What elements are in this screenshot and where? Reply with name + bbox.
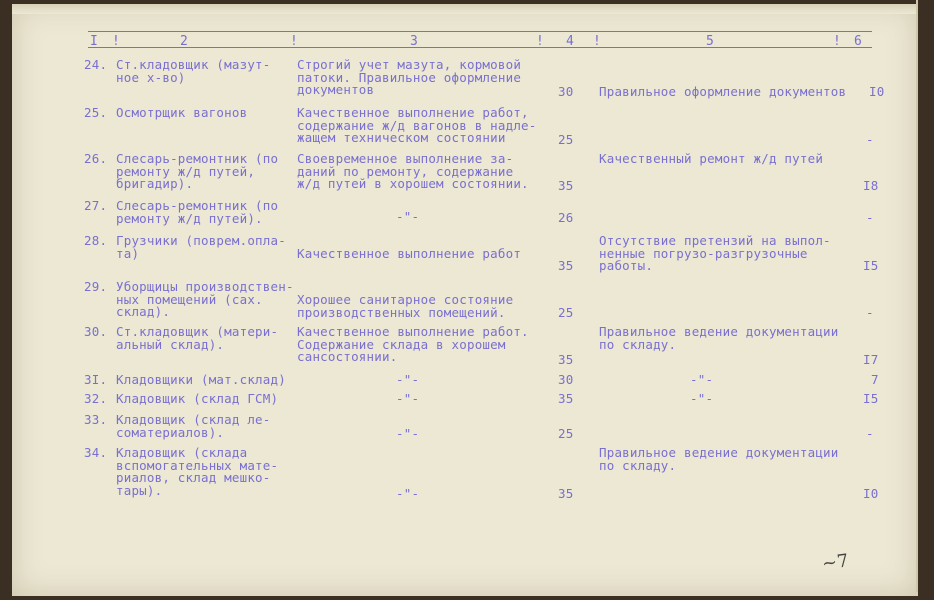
row-percent: 25 <box>558 132 574 147</box>
row-task: Своевременное выполнение за- даний по ремонту, содержание ж/д путей в хорошем состоянии. <box>297 151 529 191</box>
row-position: Грузчики (поврем.опла- та) <box>116 233 286 261</box>
row-number: 32. <box>84 391 108 406</box>
row-percent-2: - <box>866 426 874 441</box>
row-position: Кладовщик (склад ле- соматериалов). <box>116 412 271 440</box>
header-sep: ! <box>112 34 120 49</box>
row-task: -"- <box>396 372 420 387</box>
row-position: Кладовщик (склад ГСМ) <box>116 391 279 406</box>
row-position: Кладовщик (склада вспомогательных мате- риалов, склад мешко- тары). <box>116 445 279 498</box>
row-percent: 35 <box>558 352 574 367</box>
row-criterion: Правильное ведение документации по складу. <box>599 445 839 473</box>
row-percent-2: - <box>866 132 874 147</box>
header-top-line <box>88 31 872 32</box>
row-number: 29. <box>84 279 108 294</box>
row-percent-2: - <box>866 210 874 225</box>
row-position: Ст.кладовщик (мазут- ное х-во) <box>116 57 271 85</box>
row-position: Осмотрщик вагонов <box>116 105 248 120</box>
handwritten-page-mark: ~7 <box>820 550 850 575</box>
row-position: Ст.кладовщик (матери- альный склад). <box>116 324 279 352</box>
row-number: 27. <box>84 198 108 213</box>
header-col-1: I <box>90 34 98 49</box>
page-edge <box>916 0 918 592</box>
row-task: -"- <box>396 426 420 441</box>
row-percent: 25 <box>558 305 574 320</box>
row-criterion: Правильное ведение документации по складу. <box>599 324 839 352</box>
header-bottom-line <box>88 47 872 48</box>
header-col-2: 2 <box>180 34 188 49</box>
row-task: Хорошее санитарное состояние производственных помещений. <box>297 292 514 320</box>
row-number: 30. <box>84 324 108 339</box>
header-sep: ! <box>833 34 841 49</box>
row-task: Строгий учет мазута, кормовой патоки. Правильное оформление документов <box>297 57 522 97</box>
row-percent-2: - <box>866 305 874 320</box>
row-percent-2: 7 <box>871 372 879 387</box>
row-percent: 26 <box>558 210 574 225</box>
row-percent-2: I8 <box>863 178 879 193</box>
row-task: -"- <box>396 486 420 501</box>
row-percent: 25 <box>558 426 574 441</box>
row-task: Качественное выполнение работ <box>297 246 522 261</box>
row-task: Качественное выполнение работ, содержание ж/д вагонов в надле- жащем техническом состоянии <box>297 105 537 145</box>
row-criterion: Отсутствие претензий на выпол- ненные погрузо-разгрузочные работы. <box>599 233 831 273</box>
row-percent-2: I5 <box>863 258 879 273</box>
row-number: 28. <box>84 233 108 248</box>
row-number: 3I. <box>84 372 108 387</box>
header-sep: ! <box>593 34 601 49</box>
header-col-6: 6 <box>854 34 862 49</box>
row-percent: 30 <box>558 84 574 99</box>
header-sep: ! <box>536 34 544 49</box>
row-task: Качественное выполнение работ. Содержание склада в хорошем сансостоянии. <box>297 324 529 364</box>
row-number: 24. <box>84 57 108 72</box>
header-col-3: 3 <box>410 34 418 49</box>
row-percent: 35 <box>558 178 574 193</box>
row-percent: 35 <box>558 258 574 273</box>
row-task: -"- <box>396 391 420 406</box>
row-position: Слесарь-ремонтник (по ремонту ж/д путей). <box>116 198 279 226</box>
row-percent: 30 <box>558 372 574 387</box>
row-number: 34. <box>84 445 108 460</box>
row-number: 25. <box>84 105 108 120</box>
header-col-5: 5 <box>706 34 714 49</box>
row-percent: 35 <box>558 486 574 501</box>
header-col-4: 4 <box>566 34 574 49</box>
row-position: Кладовщики (мат.склад) <box>116 372 286 387</box>
row-criterion: -"- <box>690 391 714 406</box>
row-criterion: Качественный ремонт ж/д путей <box>599 151 824 166</box>
header-sep: ! <box>290 34 298 49</box>
row-percent-2: I0 <box>869 84 885 99</box>
row-number: 33. <box>84 412 108 427</box>
row-percent: 35 <box>558 391 574 406</box>
row-criterion: Правильное оформление документов <box>599 84 847 99</box>
row-position: Слесарь-ремонтник (по ремонту ж/д путей, бригадир). <box>116 151 279 191</box>
row-number: 26. <box>84 151 108 166</box>
row-criterion: -"- <box>690 372 714 387</box>
row-percent-2: I7 <box>863 352 879 367</box>
row-percent-2: I5 <box>863 391 879 406</box>
row-percent-2: I0 <box>863 486 879 501</box>
row-task: -"- <box>396 209 420 224</box>
row-position: Уборщицы производствен- ных помещений (сах. склад). <box>116 279 294 319</box>
